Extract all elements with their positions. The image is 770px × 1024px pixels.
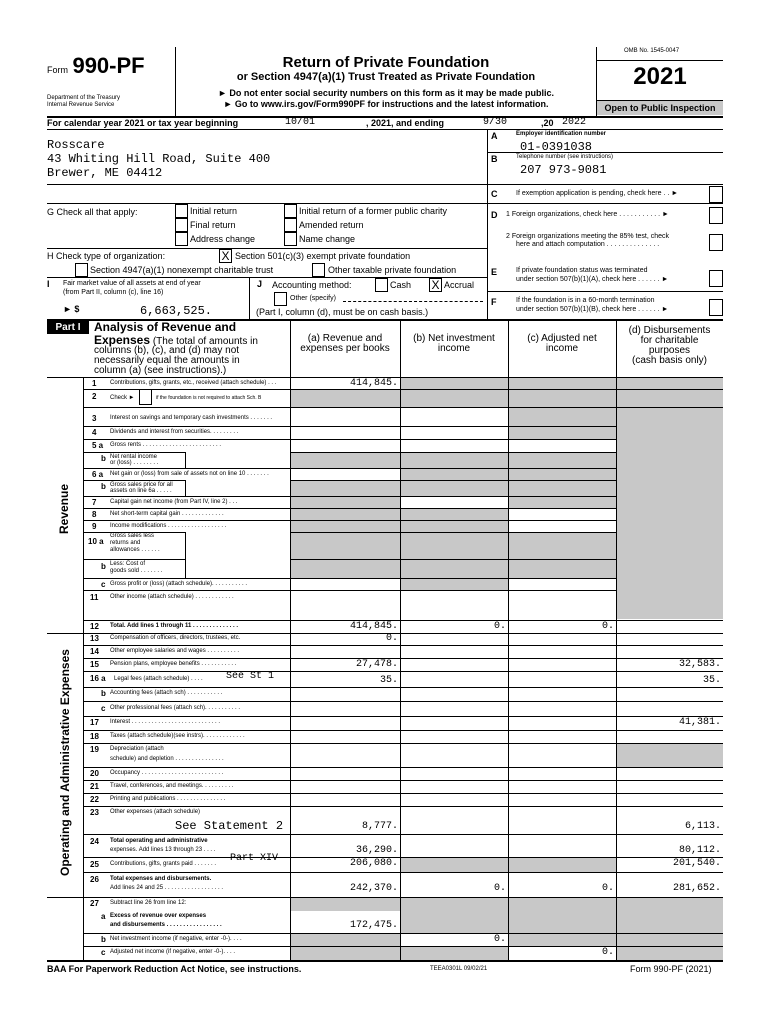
box-e-checkbox[interactable]: [709, 270, 723, 287]
line-16c-label: Other professional fees (attach sch). . . . . . . . . . .: [110, 705, 241, 711]
line-16c-number: c: [101, 704, 106, 713]
org-address[interactable]: 43 Whiting Hill Road, Suite 400: [47, 152, 271, 166]
irs-label: Internal Revenue Service: [47, 102, 115, 108]
other-method-checkbox[interactable]: [274, 292, 287, 306]
line-10a-label-1: Gross sales less: [110, 533, 155, 539]
line-5b-label-1: Net rental income: [110, 454, 158, 460]
line-27-number: 27: [90, 899, 99, 908]
box-c-checkbox[interactable]: [709, 186, 723, 203]
box-d2-label-1: 2 Foreign organizations meeting the 85% test, check: [506, 233, 670, 240]
line-24-label-2: expenses. Add lines 13 through 23 . . . .: [110, 847, 216, 853]
line-2-number: 2: [92, 392, 97, 401]
org-city[interactable]: Brewer, ME 04412: [47, 166, 163, 180]
line-26-col-a[interactable]: 242,370.: [349, 883, 398, 894]
phone-label: Telephone number (see instructions): [516, 154, 614, 160]
initial-return-label: Initial return: [190, 206, 238, 216]
dept-label: Department of the Treasury: [47, 95, 121, 101]
line-25-label: Contributions, gifts, grants paid . . . . . . .: [110, 861, 217, 867]
box-e-label-2: under section 507(b)(1)(A), check here . . . . . . ►: [516, 276, 669, 283]
tax-year-begin[interactable]: 10/01: [285, 117, 316, 128]
line-24-number: 24: [90, 837, 99, 846]
footer-form-ref: Form 990-PF (2021): [630, 964, 712, 974]
box-c-label: If exemption application is pending, check here . . ►: [516, 190, 679, 197]
g-label: G Check all that apply:: [47, 207, 138, 217]
line-16a-number: 16 a: [90, 674, 106, 683]
line-23-label: Other expenses (attach schedule): [110, 809, 201, 815]
line-10b-inline-field[interactable]: [185, 559, 290, 578]
form-word: Form: [47, 65, 68, 75]
col-c-header-2: income: [545, 343, 579, 354]
line-22-label: Printing and publications . . . . . . . . . . . . . . .: [110, 796, 226, 802]
line-16a-col-a[interactable]: 35.: [379, 675, 398, 686]
line-6a-number: 6 a: [92, 470, 104, 479]
box-e-letter: E: [491, 267, 498, 277]
line-27b-col-b[interactable]: 0.: [493, 934, 506, 945]
line-18-label: Taxes (attach schedule)(see instrs). . . . . . . . . . . . .: [110, 733, 245, 739]
line-3-number: 3: [92, 414, 97, 423]
footer-paperwork-notice: BAA For Paperwork Reduction Act Notice, see instructions.: [47, 964, 302, 974]
line-27c-col-c[interactable]: 0.: [601, 947, 614, 958]
line-10b-label-1: Less: Cost of: [110, 561, 146, 567]
line-7-number: 7: [92, 498, 97, 507]
box-f-label-2: under section 507(b)(1)(B), check here . . . . . . ►: [516, 306, 669, 313]
line-27c-label: Adjusted net income (if negative, enter -0-). . . .: [110, 949, 236, 955]
line-27a-number: a: [101, 912, 106, 921]
line-2-checkbox[interactable]: [139, 389, 152, 405]
part-i-desc-1: (The total of amounts in: [152, 336, 258, 347]
line-21-label: Travel, conferences, and meetings. . . . . . . . . .: [110, 783, 234, 789]
col-b-header-2: income: [437, 343, 471, 354]
expenses-side-label: Operating and Administrative Expenses: [58, 649, 72, 876]
line-7-label: Capital gain net income (from Part IV, line 2) . . .: [110, 499, 238, 505]
line-4-number: 4: [92, 428, 97, 437]
line-19-label-1: Depreciation (attach: [110, 746, 164, 752]
line-1-label: Contributions, gifts, grants, etc., received (attach schedule) . . .: [110, 380, 277, 386]
accrual-label: Accrual: [444, 280, 475, 290]
line-9-number: 9: [92, 522, 97, 531]
line-15-number: 15: [90, 660, 99, 669]
omb-number: OMB No. 1545-0047: [624, 48, 680, 54]
col-d-header-4: (cash basis only): [631, 355, 708, 366]
line-5b-inline-field[interactable]: [185, 452, 290, 468]
line-17-number: 17: [90, 718, 99, 727]
line-10a-label-2: returns and: [110, 540, 141, 546]
line-5a-label: Gross rents . . . . . . . . . . . . . . . . . . . . . . . .: [110, 442, 222, 448]
line-2-label: Check ►: [110, 395, 135, 401]
footer-code: TEEA0301L 09/02/21: [430, 966, 488, 972]
part-i-title-2: Expenses: [94, 333, 151, 347]
address-change-label: Address change: [190, 234, 256, 244]
line-26-col-c[interactable]: 0.: [601, 883, 614, 894]
line-12-col-b[interactable]: 0.: [493, 621, 506, 632]
line-25-col-a[interactable]: 206,080.: [349, 858, 398, 869]
col-a-header-1: (a) Revenue and: [307, 333, 383, 344]
form-subtitle: or Section 4947(a)(1) Trust Treated as Private Foundation: [236, 71, 536, 83]
line-26-label-2: Add lines 24 and 25 . . . . . . . . . . . . . . . . . .: [110, 885, 224, 891]
line-1-number: 1: [92, 379, 97, 388]
line-23-statement[interactable]: See Statement 2: [175, 819, 284, 833]
section-4947-label: Section 4947(a)(1) nonexempt charitable trust: [90, 265, 274, 275]
line-18-number: 18: [90, 732, 99, 741]
line-6b-number: b: [101, 482, 106, 491]
line-12-col-c[interactable]: 0.: [601, 621, 614, 632]
ein-label: Employer identification number: [516, 131, 607, 137]
other-method-label: Other (specify): [290, 295, 336, 302]
line-6b-label-1: Gross sales price for all: [110, 482, 173, 488]
line-23-col-d[interactable]: 6,113.: [684, 821, 721, 832]
col-d-header-1: (d) Disbursements: [628, 325, 711, 336]
box-f-letter: F: [491, 297, 497, 307]
line-25-col-d[interactable]: 201,540.: [672, 858, 721, 869]
line-27c-number: c: [101, 948, 106, 957]
form-title: Return of Private Foundation: [282, 54, 490, 71]
box-f-label-1: If the foundation is in a 60-month termination: [516, 297, 655, 304]
i-letter: I: [47, 279, 50, 289]
j-label: Accounting method:: [272, 280, 352, 290]
line-22-number: 22: [90, 795, 99, 804]
line-10a-inline-field[interactable]: [185, 532, 290, 559]
box-d1-checkbox[interactable]: [709, 207, 723, 224]
line-5a-number: 5 a: [92, 441, 104, 450]
ssn-warning: ► Do not enter social security numbers on this form as it may be made public.: [218, 88, 554, 98]
col-d-header-2: for charitable: [640, 335, 699, 346]
open-inspection: Open to Public Inspection: [597, 100, 723, 115]
line-20-label: Occupancy . . . . . . . . . . . . . . . . . . . . . . . . .: [110, 770, 224, 776]
line-25-statement[interactable]: Part XIV: [230, 853, 279, 864]
part-i-desc-4: column (a) (see instructions).): [94, 365, 227, 376]
line-4-label: Dividends and interest from securities. . . . . . . . .: [110, 429, 239, 435]
other-method-field[interactable]: [343, 301, 483, 302]
tax-year-end-prefix: ,20: [541, 118, 554, 128]
tax-year-label: For calendar year 2021 or tax year beginning: [47, 118, 239, 128]
line-17-label: Interest . . . . . . . . . . . . . . . . . . . . . . . . . . .: [110, 719, 221, 725]
line-19-label-2: schedule) and depletion . . . . . . . . . . . . . . .: [110, 756, 224, 762]
initial-return-checkbox[interactable]: [175, 204, 188, 218]
i-label-1: Fair market value of all assets at end of year: [63, 280, 201, 287]
line-13-col-a[interactable]: 0.: [385, 633, 398, 644]
line-16a-col-d[interactable]: 35.: [702, 675, 721, 686]
box-d-letter: D: [491, 210, 498, 220]
box-e-label-1: If private foundation status was terminated: [516, 267, 648, 274]
other-taxable-label: Other taxable private foundation: [328, 265, 457, 275]
line-1-col-a[interactable]: 414,845.: [349, 378, 398, 389]
i-label-2: (from Part II, column (c), line 16): [63, 289, 164, 296]
line-27b-number: b: [101, 935, 106, 944]
line-10b-label-2: goods sold . . . . . . .: [110, 568, 163, 574]
line-9-label: Income modifications . . . . . . . . . . . . . . . . . .: [110, 523, 227, 529]
line-19-number: 19: [90, 745, 99, 754]
tax-year-mid: , 2021, and ending: [366, 118, 445, 128]
tax-year-end[interactable]: 9/30: [483, 117, 508, 128]
line-10b-number: b: [101, 562, 106, 571]
line-6b-inline-field[interactable]: [185, 480, 290, 496]
col-d-header-3: purposes: [648, 345, 691, 356]
box-d2-checkbox[interactable]: [709, 234, 723, 251]
accrual-checkbox[interactable]: X: [429, 278, 442, 292]
line-20-number: 20: [90, 769, 99, 778]
part-i-desc-2: columns (b), (c), and (d) may not: [94, 345, 240, 356]
line-16b-number: b: [101, 689, 106, 698]
line-26-col-d[interactable]: 281,652.: [672, 883, 721, 894]
line-16a-statement[interactable]: See St 1: [226, 671, 275, 682]
line-6a-label: Net gain or (loss) from sale of assets not on line 10 . . . . . . .: [110, 471, 269, 477]
section-501c3-checkbox[interactable]: X: [219, 249, 232, 263]
line-26-label-1: Total expenses and disbursements.: [110, 876, 212, 882]
line-25-number: 25: [90, 860, 99, 869]
cash-checkbox[interactable]: [375, 278, 388, 292]
line-24-label-1: Total operating and administrative: [110, 838, 208, 844]
h-label: H Check type of organization:: [47, 251, 166, 261]
former-charity-label: Initial return of a former public charity: [299, 206, 448, 216]
line-27a-label-2: and disbursements . . . . . . . . . . . . . . . . .: [110, 922, 222, 928]
line-13-label: Compensation of officers, directors, trustees, etc.: [110, 635, 241, 641]
other-taxable-checkbox[interactable]: [312, 263, 325, 277]
line-26-number: 26: [90, 875, 99, 884]
line-10c-number: c: [101, 580, 106, 589]
part-i-title-1: Analysis of Revenue and: [94, 320, 237, 334]
line-27a-col-a[interactable]: 172,475.: [349, 920, 398, 931]
line-5b-number: b: [101, 454, 106, 463]
phone-value[interactable]: 207 973-9081: [520, 163, 607, 177]
line-5b-label-2: or (loss) . . . . . . . .: [110, 460, 159, 466]
line-12-label: Total. Add lines 1 through 11 . . . . . . . . . . . . . .: [110, 623, 239, 629]
section-4947-checkbox[interactable]: [75, 263, 88, 277]
line-10a-number: 10 a: [88, 537, 104, 546]
former-charity-checkbox[interactable]: [284, 204, 297, 218]
line-11-label: Other income (attach schedule) . . . . . . . . . . . .: [110, 594, 234, 600]
line-15-col-a[interactable]: 27,478.: [355, 659, 398, 670]
line-6b-label-2: assets on line 6a . . . . .: [110, 488, 172, 494]
line-14-label: Other employee salaries and wages . . . . . . . . . .: [110, 648, 240, 654]
fmv-value[interactable]: 6,663,525.: [140, 304, 213, 318]
part-i-badge: Part I: [47, 321, 89, 334]
ein-value[interactable]: 01-0391038: [520, 140, 593, 154]
line-16b-label: Accounting fees (attach sch) . . . . . . . . . . .: [110, 690, 223, 696]
line-15-col-d[interactable]: 32,583.: [678, 659, 721, 670]
line-17-col-d[interactable]: 41,381.: [678, 717, 721, 728]
irs-link[interactable]: ► Go to www.irs.gov/Form990PF for instructions and the latest information.: [223, 99, 549, 109]
org-name[interactable]: Rosscare: [47, 138, 105, 152]
amended-return-checkbox[interactable]: [284, 218, 297, 232]
i-arrow: ► $: [63, 304, 80, 314]
name-change-label: Name change: [299, 234, 356, 244]
final-return-label: Final return: [190, 220, 236, 230]
box-b-letter: B: [491, 154, 498, 164]
tax-year-end-year[interactable]: 2022: [562, 117, 587, 128]
line-12-col-a[interactable]: 414,845.: [349, 621, 398, 632]
line-3-label: Interest on savings and temporary cash investments . . . . . . .: [110, 415, 273, 421]
line-23-number: 23: [90, 808, 99, 817]
revenue-side-label: Revenue: [57, 483, 71, 535]
line-15-label: Pension plans, employee benefits . . . . . . . . . . .: [110, 661, 237, 667]
box-c-letter: C: [491, 189, 498, 199]
part-i-desc-3: necessarily equal the amounts in: [94, 355, 240, 366]
line-10a-label-3: allowances . . . . . .: [110, 547, 160, 553]
line-8-number: 8: [92, 510, 97, 519]
line-23-col-a[interactable]: 8,777.: [361, 821, 398, 832]
col-b-header-1: (b) Net investment: [413, 333, 495, 344]
address-change-checkbox[interactable]: [175, 232, 188, 246]
box-a-letter: A: [491, 131, 498, 141]
box-f-checkbox[interactable]: [709, 299, 723, 316]
line-21-number: 21: [90, 782, 99, 791]
final-return-checkbox[interactable]: [175, 218, 188, 232]
line-27b-label: Net investment income (if negative, enter -0-). . . .: [110, 936, 242, 942]
box-d2-label-2: here and attach computation . . . . . . . . . . . . . .: [516, 241, 660, 248]
cash-label: Cash: [390, 280, 412, 290]
line-12-number: 12: [90, 622, 99, 631]
line-27-label: Subtract line 26 from line 12:: [110, 900, 187, 906]
line-8-label: Net short-term capital gain . . . . . . . . . . . . .: [110, 511, 224, 517]
line-24-col-a[interactable]: 36,290.: [355, 845, 398, 856]
col-c-header-1: (c) Adjusted net: [527, 333, 597, 344]
line-26-col-b[interactable]: 0.: [493, 883, 506, 894]
j-letter: J: [257, 279, 263, 289]
cash-basis-note: (Part I, column (d), must be on cash basis.): [256, 307, 429, 317]
line-11-number: 11: [90, 593, 99, 602]
name-change-checkbox[interactable]: [284, 232, 297, 246]
box-d1-label: 1 Foreign organizations, check here . . . . . . . . . . . ►: [506, 211, 669, 218]
line-14-number: 14: [90, 647, 99, 656]
line-27a-label-1: Excess of revenue over expenses: [110, 913, 207, 919]
line-2-desc: if the foundation is not required to attach Sch. B: [156, 395, 262, 401]
line-10c-label: Gross profit or (loss) (attach schedule). . . . . . . . . . .: [110, 581, 248, 587]
section-501c3-label: Section 501(c)(3) exempt private foundation: [235, 251, 411, 261]
amended-return-label: Amended return: [299, 220, 364, 230]
line-16a-label: Legal fees (attach schedule) . . . .: [114, 676, 203, 682]
line-24-col-d[interactable]: 80,112.: [678, 845, 721, 856]
form-number: 990-PF: [72, 53, 145, 78]
col-a-header-2: expenses per books: [300, 343, 390, 354]
line-13-number: 13: [90, 634, 99, 643]
tax-year: 2021: [633, 63, 687, 90]
